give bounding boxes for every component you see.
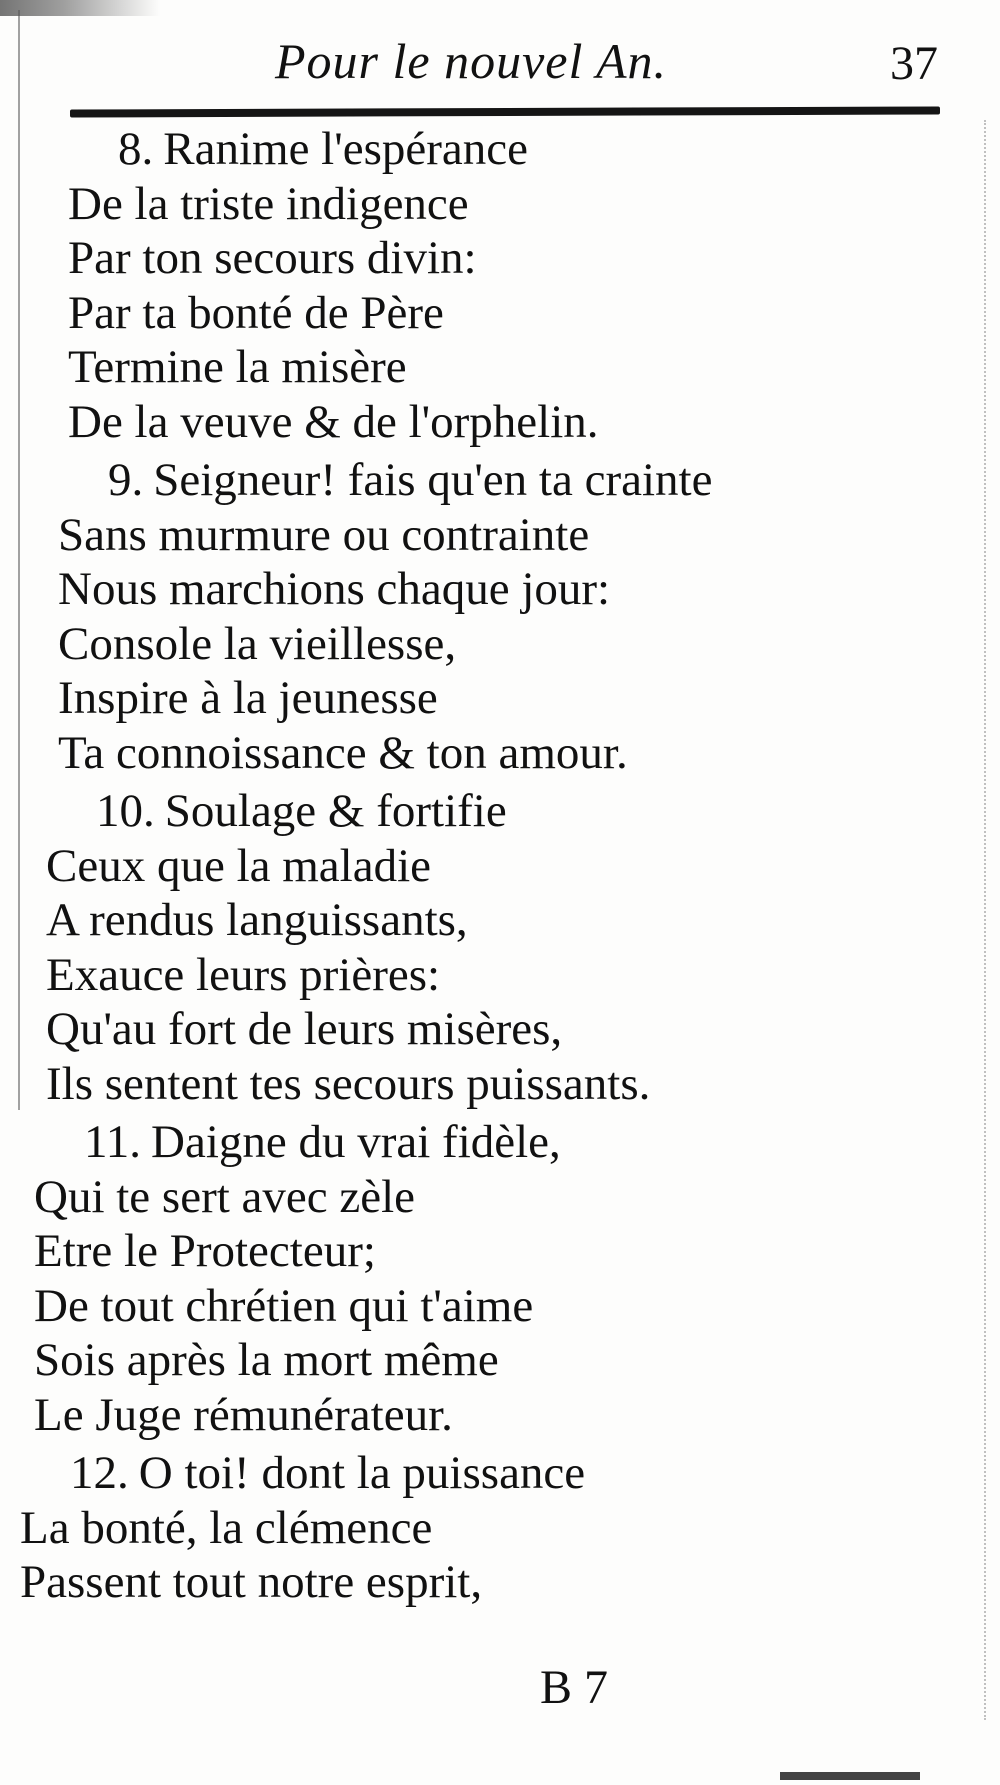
verse-body (0, 122, 1000, 1614)
page-number: 37 (890, 37, 938, 90)
verse-line: Termine la misère (68, 341, 407, 393)
verse-line: Sans murmure ou contrainte (58, 508, 590, 561)
scan-edge-bottom (780, 1772, 920, 1780)
verse-line: Sois après la mort même (34, 1334, 499, 1386)
stanza-number: 8. (118, 123, 154, 175)
verse-line: Qu'au fort de leurs misères, (46, 1003, 563, 1055)
verse-line: De la triste indigence (68, 177, 469, 230)
verse-line: Par ton secours divin: (68, 232, 477, 284)
verse-line: 11. Daigne du vrai fidèle, (84, 1116, 561, 1168)
verse-line: Inspire à la jeunesse (58, 672, 438, 724)
verse-line: Le Juge rémunérateur. (34, 1388, 453, 1441)
verse-line: Ils sentent tes secours puissants. (46, 1057, 651, 1110)
stanza-10 (0, 784, 1000, 1111)
verse-line: De la veuve & de l'orphelin. (68, 395, 599, 448)
verse-line: Etre le Protecteur; (34, 1225, 376, 1277)
stanza-number: 10. (96, 785, 155, 837)
verse-line: De tout chrétien qui t'aime (34, 1279, 534, 1332)
verse-line: Ta connoissance & ton amour. (58, 726, 628, 779)
stanza-8 (0, 122, 1000, 449)
stanza-number: 12. (70, 1447, 129, 1499)
verse-line: 8. Ranime l'espérance (118, 123, 528, 175)
stanza-9 (0, 453, 1000, 780)
verse-line: Ceux que la maladie (46, 839, 431, 892)
verse-line: Passent tout notre esprit, (20, 1556, 483, 1608)
stanza-number: 11. (84, 1116, 142, 1168)
verse-line: La bonté, la clémence (20, 1501, 433, 1554)
stanza-12 (0, 1446, 1000, 1610)
verse-line: Exauce leurs prières: (46, 948, 441, 1001)
verse-line: Nous marchions chaque jour: (58, 563, 611, 615)
verse-line: A rendus languissants, (46, 894, 468, 946)
stanza-number: 9. (108, 454, 144, 506)
header-rule (70, 106, 940, 117)
verse-line: Console la vieillesse, (58, 617, 457, 670)
stanza-11 (0, 1115, 1000, 1442)
verse-line: Par ta bonté de Père (68, 286, 444, 339)
signature-mark: B 7 (540, 1661, 609, 1714)
verse-line: 9. Seigneur! fais qu'en ta crainte (108, 454, 713, 506)
verse-line: 10. Soulage & fortifie (96, 785, 507, 837)
verse-line: 12. O toi! dont la puissance (70, 1447, 586, 1499)
verse-line: Qui te sert avec zèle (34, 1170, 416, 1223)
running-title: Pour le nouvel An. (275, 33, 667, 89)
